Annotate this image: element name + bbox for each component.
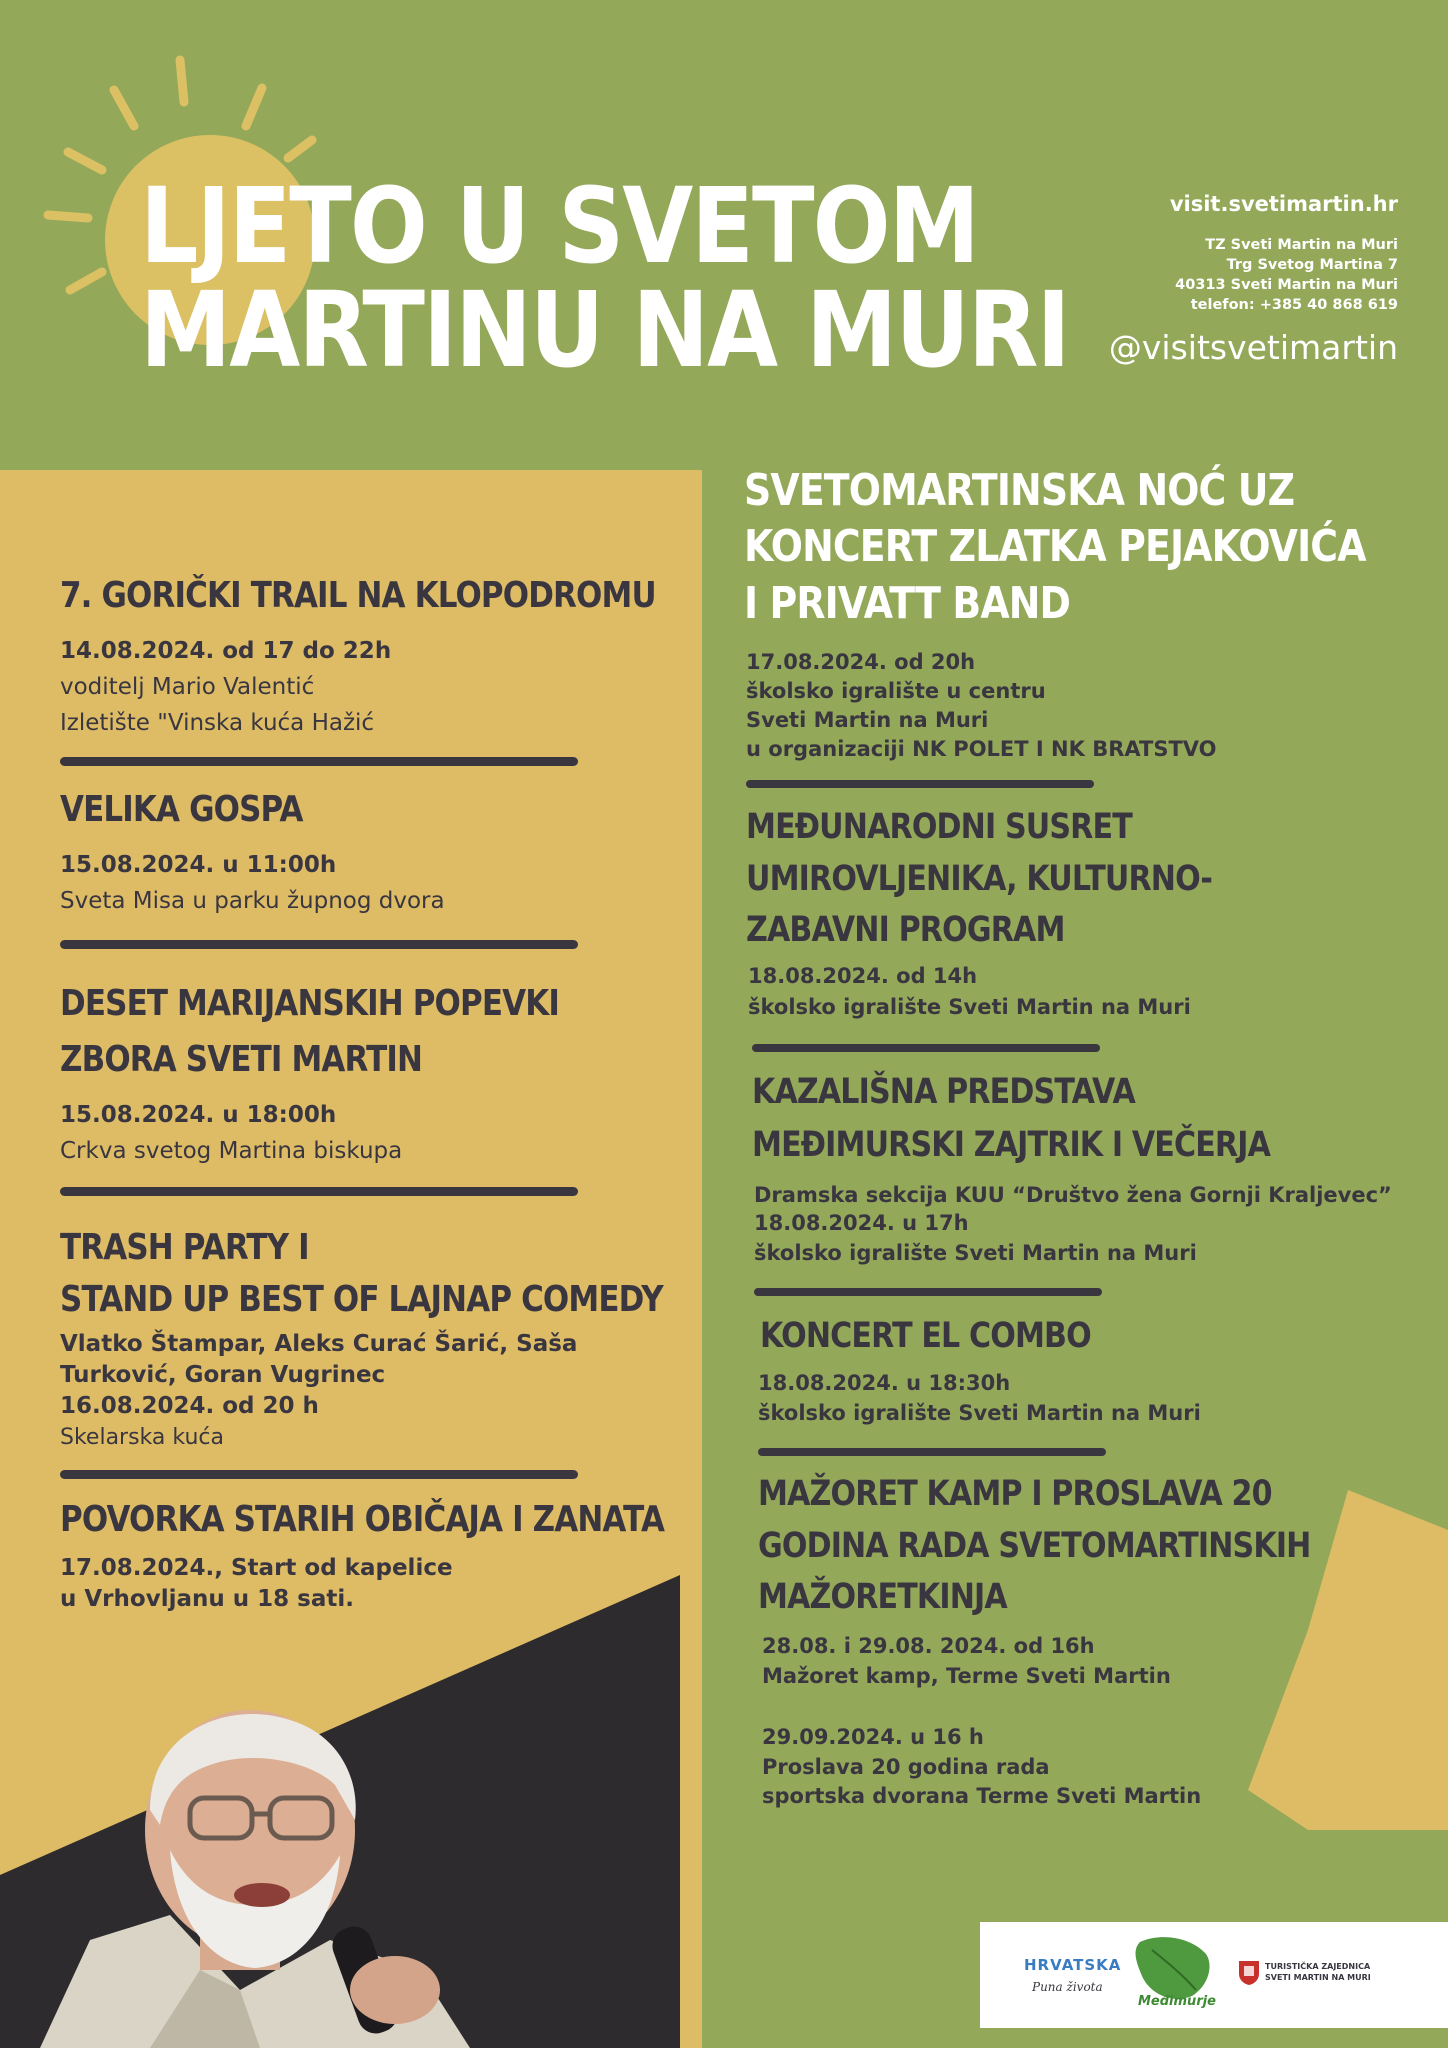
divider xyxy=(752,1044,1100,1052)
divider xyxy=(60,1187,578,1196)
event-title: MEĐIMURSKI ZAJTRIK I VEČERJA xyxy=(752,1125,1271,1165)
event-title: POVORKA STARIH OBIČAJA I ZANATA xyxy=(60,1499,665,1540)
event-detail: Skelarska kuća xyxy=(60,1425,224,1450)
singer-portrait xyxy=(0,1690,470,2048)
event-detail: Sveti Martin na Muri xyxy=(746,708,989,732)
event-organizer: Dramska sekcija KUU “Društvo žena Gornji Kraljevec” xyxy=(754,1183,1392,1207)
website-link[interactable]: visit.svetimartin.hr xyxy=(1169,192,1398,216)
address-line: 40313 Sveti Martin na Muri xyxy=(1175,277,1398,293)
event-detail: školsko igralište Sveti Martin na Muri xyxy=(754,1241,1197,1265)
event-title: TRASH PARTY I xyxy=(60,1227,309,1268)
decorative-triangle xyxy=(1248,1490,1448,1830)
event-date: 17.08.2024. od 20h xyxy=(746,650,976,674)
event-date: 18.08.2024. u 18:30h xyxy=(758,1371,1011,1395)
event-title: KAZALIŠNA PREDSTAVA xyxy=(752,1072,1135,1112)
event-title: ZBORA SVETI MARTIN xyxy=(60,1039,423,1080)
event-title: 7. GORIČKI TRAIL NA KLOPODROMU xyxy=(60,575,656,616)
page-title-line-1: LJETO U SVETOM xyxy=(140,165,978,287)
event-date: 14.08.2024. od 17 do 22h xyxy=(60,638,392,664)
event-detail: u Vrhovljanu u 18 sati. xyxy=(60,1586,354,1612)
page-title-line-2: MARTINU NA MURI xyxy=(140,269,1069,391)
event-title: VELIKA GOSPA xyxy=(60,789,303,830)
event-title: ZABAVNI PROGRAM xyxy=(746,910,1065,950)
event-detail: Sveta Misa u parku župnog dvora xyxy=(60,888,445,914)
tz-logo-line-1: TURISTIČKA ZAJEDNICA xyxy=(1265,1962,1371,1971)
divider xyxy=(754,1288,1102,1296)
event-detail: Crkva svetog Martina biskupa xyxy=(60,1138,403,1164)
sponsor-logos xyxy=(980,1922,1448,2028)
hrvatska-logo: HRVATSKA xyxy=(1024,1956,1122,1974)
event-title: DESET MARIJANSKIH POPEVKI xyxy=(60,983,560,1024)
event-detail: školsko igralište Sveti Martin na Muri xyxy=(748,995,1191,1019)
address-line: TZ Sveti Martin na Muri xyxy=(1205,237,1398,253)
event-title: I PRIVATT BAND xyxy=(744,578,1071,629)
divider xyxy=(60,757,578,766)
divider xyxy=(60,1470,578,1479)
event-title: MAŽORETKINJA xyxy=(758,1577,1007,1617)
event-date: 15.08.2024. u 18:00h xyxy=(60,1102,337,1128)
event-date: 29.09.2024. u 16 h xyxy=(762,1725,984,1749)
event-date: 18.08.2024. u 17h xyxy=(754,1211,969,1235)
event-date: 18.08.2024. od 14h xyxy=(748,964,978,988)
social-handle[interactable]: @visitsvetimartin xyxy=(1108,328,1398,367)
event-detail: školsko igralište u centru xyxy=(746,679,1046,703)
event-performers: Turković, Goran Vugrinec xyxy=(60,1362,386,1388)
event-detail: u organizaciji NK POLET I NK BRATSTVO xyxy=(746,737,1217,761)
event-title: UMIROVLJENIKA, KULTURNO- xyxy=(746,859,1213,899)
event-title: STAND UP BEST OF LAJNAP COMEDY xyxy=(60,1279,663,1320)
address-line: Trg Svetog Martina 7 xyxy=(1226,257,1398,273)
event-title: KONCERT EL COMBO xyxy=(760,1316,1091,1356)
event-detail: Proslava 20 godina rada xyxy=(762,1755,1050,1779)
event-detail: školsko igralište Sveti Martin na Muri xyxy=(758,1401,1201,1425)
event-title: GODINA RADA SVETOMARTINSKIH xyxy=(758,1526,1311,1566)
panel-edge xyxy=(680,1575,702,2048)
phone-line: telefon: +385 40 868 619 xyxy=(1190,297,1398,313)
event-detail: voditelj Mario Valentić xyxy=(60,674,315,700)
tz-shield-icon xyxy=(1238,1960,1260,1986)
event-title: MAŽORET KAMP I PROSLAVA 20 xyxy=(758,1474,1272,1514)
divider xyxy=(746,780,1094,788)
event-detail: Mažoret kamp, Terme Sveti Martin xyxy=(762,1664,1171,1688)
event-title: SVETOMARTINSKA NOĆ UZ xyxy=(744,465,1295,516)
divider xyxy=(60,940,578,949)
event-title: KONCERT ZLATKA PEJAKOVIĆA xyxy=(744,521,1366,572)
event-detail: Izletište "Vinska kuća Hažić xyxy=(60,710,375,736)
event-performers: Vlatko Štampar, Aleks Curać Šarić, Saša xyxy=(60,1331,578,1357)
event-date: 28.08. i 29.08. 2024. od 16h xyxy=(762,1634,1095,1658)
event-detail: 17.08.2024., Start od kapelice xyxy=(60,1555,453,1581)
tz-logo-line-2: SVETI MARTIN NA MURI xyxy=(1265,1973,1371,1982)
event-title: MEĐUNARODNI SUSRET xyxy=(746,807,1132,847)
medimurje-leaf-icon xyxy=(1132,1932,1216,2002)
event-detail: sportska dvorana Terme Sveti Martin xyxy=(762,1784,1202,1808)
divider xyxy=(758,1448,1106,1456)
hrvatska-tagline: Puna života xyxy=(1032,1980,1103,1994)
medimurje-logo: Međimurje xyxy=(1138,1994,1216,2009)
event-date: 16.08.2024. od 20 h xyxy=(60,1393,319,1419)
event-date: 15.08.2024. u 11:00h xyxy=(60,852,337,878)
